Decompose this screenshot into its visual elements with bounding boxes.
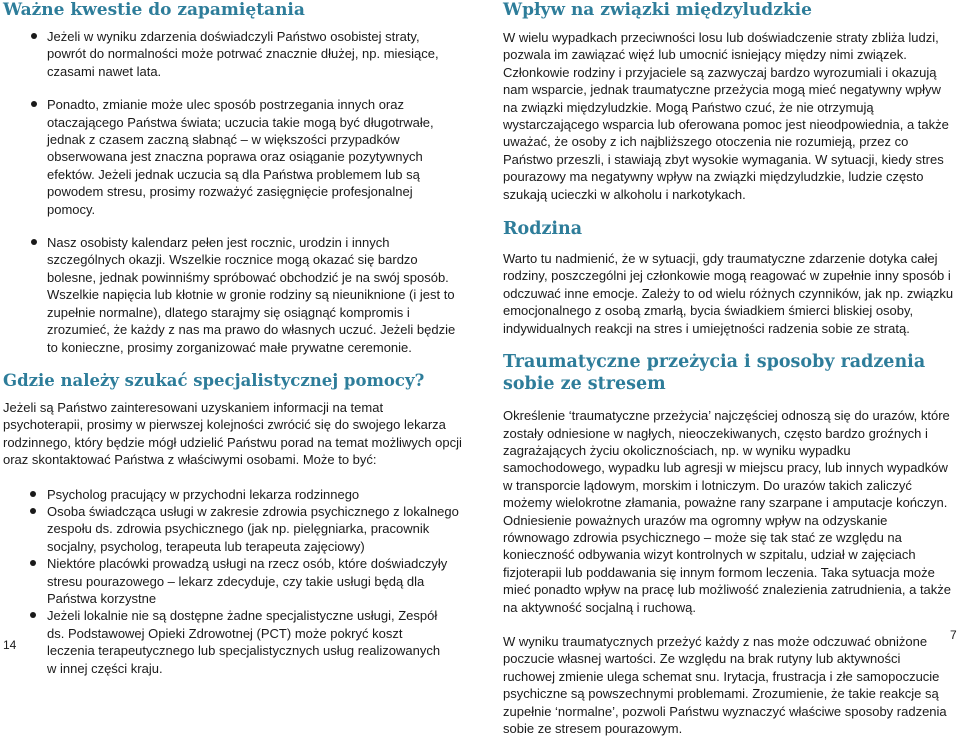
list-item	[3, 234, 465, 356]
bullet-icon	[31, 33, 37, 39]
heading-important-issues: Ważne kwestie do zapamiętania	[3, 0, 305, 20]
list-item-text: Ponadto, zmianie może ulec sposób postrzegania innych oraz otaczającego Państwa świata; uczucia takie mogą być długotrwałe, jednak z czasem zaczną słabnąć – w większości przypadków obserwowana jest znaczna poprawa oraz osiąganie pozytywnych efektów. Jeżeli jednak uczucia są dla Państwa problemem lub są powodem stresu, prosimy rozważyć zasięgnięcie profesjonalnej pomocy.	[47, 97, 434, 217]
list-item	[3, 607, 465, 677]
help-options-list	[3, 486, 465, 677]
heading-relationships: Wpływ na związki międzyludzkie	[503, 0, 812, 20]
bullet-icon	[30, 508, 36, 514]
page-number-right: 7	[950, 628, 957, 642]
relationships-paragraph: W wielu wypadkach przeciwności losu lub doświadczenie straty zbliża ludzi, pozwala im zawiązać więź lub umocnić isniejący między nimi związek. Członkowie rodziny i przyjaciele są zazwyczaj bardzo wyrozumiali i okazują nam wsparcie, jednak traumatyczne przeżycia mogą mieć negatywny wpływ na związki międzyludzkie. Mogą Państwo czuć, że nie otrzymują wystarczającego wsparcia lub oferowana pomoc jest nieodpowiednia, a także uważać, że osoby z ich najbliższego otoczenia nie rozumieją, przez co Państwo przeszli, i stawiają zbyt wysokie wymagania. W sytuacji, kiedy stres pourazowy ma negatywny wpływ na związki międzyludzkie, ludzie często szukają ucieczki w alkoholu i narkotykach.	[503, 30, 949, 202]
bullet-icon	[30, 491, 36, 497]
help-paragraph: Jeżeli są Państwo zainteresowani uzyskaniem informacji na temat psychoterapii, prosimy w pierwszej kolejności zwrócić się do swojego lekarza rodzinnego, który będzie mógł udzielić Państwu porad na temat możliwych opcji oraz skontaktować Państwa z właściwymi osobami. Może to być:	[3, 399, 462, 468]
bullet-icon	[31, 239, 37, 245]
list-item-text: Niektóre placówki prowadzą usługi na rzecz osób, które doświadczyły stresu pourazowego – lekarz zdecyduje, czy takie usługi będą dla Państwa korzystne	[47, 556, 448, 606]
important-issues-list	[3, 28, 465, 356]
list-item-text: Psycholog pracujący w przychodni lekarza rodzinnego	[47, 486, 360, 502]
bullet-icon	[30, 612, 36, 618]
right-column	[503, 0, 955, 737]
list-item-text: Jeżeli w wyniku zdarzenia doświadczyli Państwo osobistej straty, powrót do normalności może potrwać znacznie dłużej, np. miesiące, czasami nawet lata.	[47, 29, 439, 79]
list-item-text: Jeżeli lokalnie nie są dostępne żadne specjalistyczne usługi, Zespół ds. Podstawowej Opieki Zdrowotnej (PCT) może pokryć koszt leczenia terapeutycznego lub specjalistycznych usług realizowanych w innej części kraju.	[47, 608, 441, 676]
list-item	[3, 555, 465, 607]
list-item-text: Osoba świadcząca usługi w zakresie zdrowia psychicznego z lokalnego zespołu ds. zdrowia psychicznego (jak np. pielęgniarka, pracownik socjalny, psycholog, terapeuta lub terapeuta zajęciowy)	[47, 503, 459, 554]
heading-where-to-seek-help: Gdzie należy szukać specjalistycznej pomocy?	[3, 370, 425, 390]
self-esteem-paragraph: W wyniku traumatycznych przeżyć każdy z nas może odczuwać obniżone poczucie własnej wartości. Ze względu na brak rutyny lub aktywności ruchowej zmienie ulega schemat snu. Irytacja, frustracja i złe samopoczucie psychiczne są powszechnymi problemami. Zrozumienie, że takie reakcje są zupełnie ‘normalne’, pozwoli Państwu wyznaczyć właściwe sposoby radzenia sobie ze stresem pourazowym.	[503, 633, 947, 736]
heading-traumatic-experiences: Traumatyczne przeżycia i sposoby radzenia sobie ze stresem	[503, 352, 926, 395]
left-column	[3, 0, 465, 677]
heading-family: Rodzina	[503, 219, 583, 240]
page-number-left: 14	[3, 638, 17, 652]
list-item	[3, 503, 465, 555]
list-item	[3, 486, 465, 503]
family-paragraph: Warto tu nadmienić, że w sytuacji, gdy traumatyczne zdarzenie dotyka całej rodziny, poszczególni jej członkowie mogą reagować w zupełnie inny sposób i odczuwać inne emocje. Zależy to od wielu różnych czynników, jak np. związku emocjonalnego z osobą zmarłą, bycia świadkiem śmierci bliskiej osoby, indywidualnych reakcji na stres i umiejętności radzenia sobie ze stratą.	[503, 251, 954, 336]
bullet-icon	[30, 560, 36, 566]
traumatic-experiences-paragraph: Określenie ‘traumatyczne przeżycia’ najczęściej odnoszą się do urazów, które zostały odniesione w nagłych, nieoczekiwanych, często bardzo groźnych i zagrażających życiu okolicznościach, np. w wyniku wypadku samochodowego, wypadku lub agresji w miejscu pracy, lub innych wypadków w transporcie lądowym, morskim i lotniczym. Do urazów takich zaliczyć możemy wielokrotne złamania, poważne rany szarpane i amputacje kończyn. Odniesienie poważnych urazów ma ogromny wpływ na odzyskanie równowago zdrowia psychicznego – może się tak stać ze względu na konieczność odbywania wizyt kontrolnych w szpitalu, udział w zajęciach fizjoterapii lub poddawania się innym formom leczenia. Taka sytuacja może mieć ponadto wpływ na pracę lub możliwość znalezienia zatrudnienia, a także na aktywność socjalną i ruchową.	[503, 408, 952, 615]
list-item	[3, 28, 465, 80]
list-item	[3, 96, 465, 218]
bullet-icon	[31, 101, 37, 107]
list-item-text: Nasz osobisty kalendarz pełen jest rocznic, urodzin i innych szczególnych okazji. Wszelkie rocznice mogą okazać się bardzo bolesne, jednak powinniśmy spróbować obchodzić je na swój sposób. Wszelkie napięcia lub kłotnie w gronie rodziny są nieuniknione (i jest to zupełnie normalne), dlatego starajmy się osiągnąć kompromis i zrozumieć, że każdy z nas ma prawo do własnych uczuć. Jeżeli będzie to konieczne, prosimy zorganizować małe prywatne ceremonie.	[47, 235, 456, 355]
